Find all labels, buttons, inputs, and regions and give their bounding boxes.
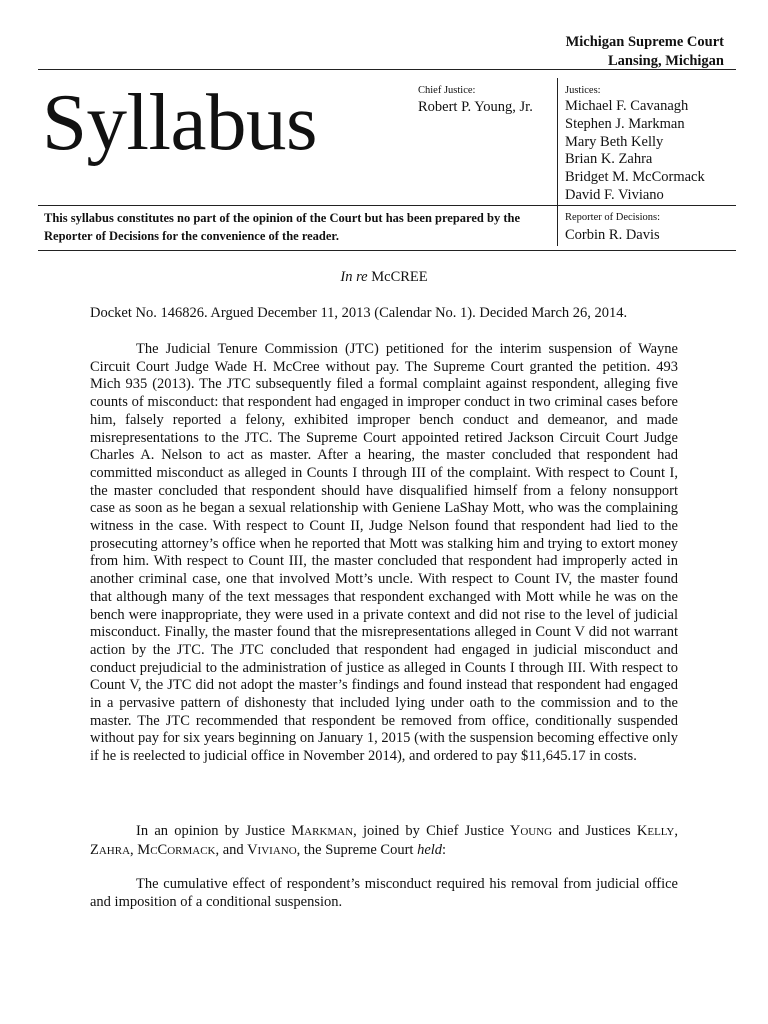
page-title: Syllabus [42, 77, 318, 167]
justice-name: Bridget M. McCormack [565, 169, 705, 186]
justice-name: Mary Beth Kelly [565, 133, 664, 150]
justice-name: Brian K. Zahra [565, 151, 653, 168]
case-title [0, 268, 768, 286]
justices-block [565, 84, 735, 205]
court-name: Michigan Supreme Court [565, 34, 724, 50]
reporter-name: Corbin R. Davis [565, 227, 660, 243]
justice-name: Michael F. Cavanagh [565, 98, 689, 114]
justice-name: Stephen J. Markman [565, 115, 685, 132]
chief-justice-label: Chief Justice: [418, 85, 476, 96]
court-info [566, 33, 724, 71]
case-title-prefix: In re [340, 269, 368, 285]
header-divider [557, 78, 558, 246]
opinion-paragraph: In an opinion by Justice MARKMAN, joined by Chief Justice YOUNG and Justices KELLY, ZAHRA, MCCORMACK, and VIVIANO, the Supreme Court held: [90, 823, 678, 858]
justices-list [565, 98, 735, 205]
justices-label: Justices: [565, 85, 601, 96]
case-title-name: McCREE [371, 269, 428, 285]
holding-paragraph: The cumulative effect of respondent’s misconduct required his removal from judicial office and imposition of a conditional suspension. [90, 876, 678, 910]
syllabus-disclaimer: This syllabus constitutes no part of the opinion of the Court but has been prepared by the Reporter of Decisions for the convenience of the reader. [44, 211, 520, 243]
middle-rule [38, 205, 736, 206]
docket-line: Docket No. 146826. Argued December 11, 2013 (Calendar No. 1). Decided March 26, 2014. [90, 305, 628, 321]
reporter-label: Reporter of Decisions: [565, 212, 661, 223]
justice-name: David F. Viviano [565, 186, 664, 203]
reporter-block [565, 211, 735, 244]
chief-justice-name: Robert P. Young, Jr. [418, 99, 533, 115]
court-location: Lansing, Michigan [607, 53, 724, 69]
bottom-rule [38, 250, 736, 251]
top-rule [38, 69, 736, 70]
chief-justice-block [418, 84, 553, 116]
summary-paragraph: The Judicial Tenure Commission (JTC) petitioned for the interim suspension of Wayne Circuit Court Judge Wade H. McCree without pay. The Supreme Court granted the petition. 493 Mich 935 (2013). The JTC subsequently filed a formal complaint against respondent, alleging five counts of misconduct: that respondent had engaged in improper conduct in two criminal cases before him, falsely reported a felony, exhibited improper bench conduct and demeanor, and made misrepresentations to the JTC. The Supreme Court appointed retired Jackson Circuit Court Judge Charles A. Nelson to act as master. After a hearing, the master concluded that respondent had committed misconduct as alleged in Counts I through III of the complaint. With respect to Count I, the master concluded that respondent should have disqualified himself from a felony nonsupport case as soon as he began a sexual relationship with Geniene LaShay Mott, who was the complaining witness in the case. With respect to Count II, Judge Nelson found that respondent had lied to the prosecuting attorney’s office when he reported that Mott was stalking him and trying to extort money from him. With respect to Count III, the master concluded that respondent had improperly acted in another criminal case, one that involved Mott’s uncle. With respect to Count IV, the master found that although many of the text messages that respondent exchanged with Mott while he was on the bench were inappropriate, they were used in a private context and did not rise to the level of judicial misconduct. Finally, the master found that the misrepresentations alleged in Count V did not warrant action by the JTC. The JTC concluded that respondent had engaged in judicial misconduct and conduct prejudicial to the administration of justice as alleged in Counts I through III. With respect to Count V, the JTC did not adopt the master’s findings and found instead that respondent had engaged in a pervasive pattern of dishonesty that included lying under oath to the commission and to the master. The JTC recommended that respondent be removed from office, conditionally suspended without pay for six years beginning on January 1, 2015 (with the suspension becoming effective only if he is reelected to judicial office in November 2014), and ordered to pay $11,645.17 in costs. [90, 341, 678, 765]
